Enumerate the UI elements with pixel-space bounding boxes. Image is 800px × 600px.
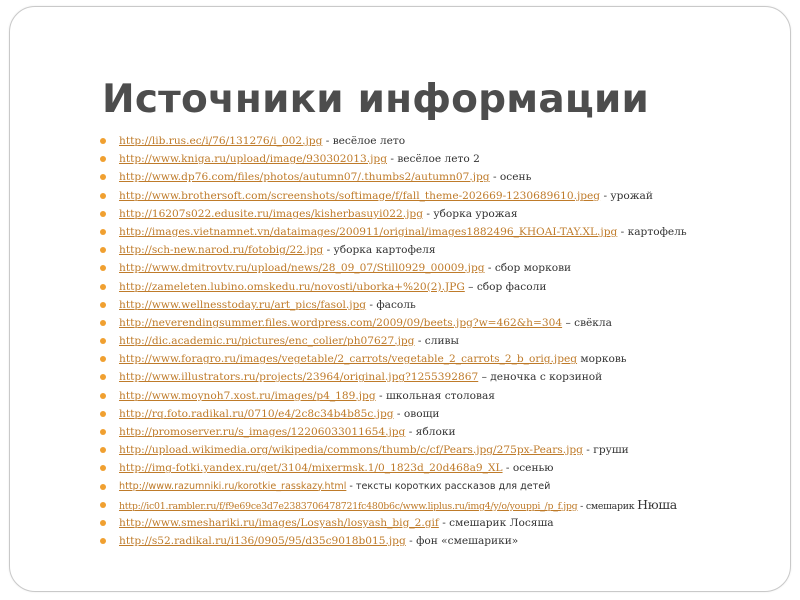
- bullet-icon: [100, 320, 106, 326]
- bullet-icon: [100, 247, 106, 253]
- list-item: [98, 205, 798, 223]
- bullet-icon: [100, 284, 106, 290]
- source-link[interactable]: http://rq.foto.radikal.ru/0710/e4/2c8c34b4b85c.jpg: [119, 407, 394, 420]
- list-item: [98, 387, 798, 405]
- source-link[interactable]: http://neverendingsummer.files.wordpress.com/2009/09/beets.jpg?w=462&h=304: [119, 316, 563, 329]
- bullet-icon: [100, 484, 106, 490]
- source-link[interactable]: http://www.dp76.com/files/photos/autumn07/.thumbs2/autumn07.jpg: [119, 171, 490, 184]
- separator: -: [322, 135, 333, 147]
- bullet-icon: [100, 374, 106, 380]
- bullet-icon: [100, 174, 106, 180]
- list-item: [98, 514, 798, 532]
- list-item: [98, 132, 798, 150]
- list-item: [98, 405, 798, 423]
- list-item: [98, 259, 798, 277]
- source-description: морковь: [580, 353, 627, 366]
- source-description: смешарик: [585, 500, 638, 512]
- source-link[interactable]: http://www.dmitrovtv.ru/upload/news/28_09_07/Still0929_00009.jpg: [119, 262, 485, 275]
- separator: -: [405, 535, 417, 548]
- list-item: [98, 423, 798, 441]
- separator: -: [405, 426, 416, 438]
- source-link[interactable]: http://ic01.rambler.ru/f/f9e69ce3d7e2383706478721fc480b6c/www.liplus.ru/img4/y/o/youppi_/p_f.jpg: [119, 500, 578, 512]
- separator: -: [577, 500, 586, 512]
- source-description: уборка картофеля: [333, 244, 436, 257]
- source-description: смешарик Лосяша: [449, 516, 554, 529]
- source-link[interactable]: http://images.vietnamnet.vn/dataimages/200911/original/images1882496_KHOAI-TAY.XL.jpg: [119, 225, 618, 238]
- bullet-icon: [100, 393, 106, 399]
- list-item: [98, 496, 798, 514]
- separator: -: [323, 244, 334, 257]
- list-item: [98, 278, 798, 296]
- separator: -: [346, 480, 356, 492]
- list-item: [98, 150, 798, 168]
- source-description: весёлое лето: [332, 135, 406, 147]
- source-description: уборка урожая: [433, 207, 518, 220]
- source-link[interactable]: http://www.foragro.ru/images/vegetable/2_carrots/vegetable_2_carrots_2_b_orig.jpeg: [119, 353, 578, 366]
- source-description: тексты коротких рассказов для детей: [355, 480, 551, 492]
- slide-frame: [9, 6, 791, 592]
- bullet-icon: [100, 447, 106, 453]
- source-description: яблоки: [415, 426, 456, 438]
- bullet-icon: [100, 265, 106, 271]
- source-link[interactable]: http://s52.radikal.ru/i136/0905/95/d35c9018b015.jpg: [119, 535, 406, 548]
- source-link[interactable]: http://www.kniga.ru/upload/image/930302013.jpg: [119, 153, 387, 166]
- source-description: осенью: [512, 462, 554, 475]
- list-item: [98, 368, 798, 386]
- source-link[interactable]: http://lib.rus.ec/i/76/131276/i_002.jpg: [119, 135, 323, 147]
- source-description: осень: [499, 171, 532, 184]
- list-item: [98, 314, 798, 332]
- bullet-icon: [100, 156, 106, 162]
- separator: -: [489, 171, 500, 184]
- source-description: сливы: [424, 335, 459, 348]
- list-item: [98, 241, 798, 259]
- bullet-icon: [100, 138, 106, 144]
- separator: -: [600, 189, 611, 202]
- source-description: школьная столовая: [385, 389, 495, 402]
- bullet-icon: [100, 429, 106, 435]
- bullet-icon: [100, 356, 106, 362]
- source-link[interactable]: http://16207s022.edusite.ru/images/kisherbasuyi022.jpg: [119, 207, 423, 220]
- bullet-icon: [100, 465, 106, 471]
- bullet-icon: [100, 302, 106, 308]
- separator: -: [617, 225, 628, 238]
- list-item: [98, 459, 798, 477]
- separator: –: [478, 371, 491, 384]
- separator: -: [386, 153, 398, 166]
- list-item: [98, 296, 798, 314]
- separator: -: [422, 207, 434, 220]
- separator: -: [375, 389, 386, 402]
- separator: -: [502, 462, 513, 475]
- separator: -: [438, 516, 450, 529]
- source-description: фасоль: [376, 298, 416, 311]
- list-item: [98, 223, 798, 241]
- bullet-icon: [100, 229, 106, 235]
- page-title: Источники информации: [102, 77, 650, 122]
- source-description: свёкла: [574, 316, 612, 329]
- separator: -: [484, 262, 495, 275]
- source-link[interactable]: http://promoserver.ru/s_images/12206033011654.jpg: [119, 426, 406, 438]
- source-link[interactable]: http://img-fotki.yandex.ru/get/3104/mixermsk.1/0_1823d_20d468a9_XL: [119, 462, 503, 475]
- separator: -: [366, 298, 377, 311]
- source-list: [98, 132, 798, 550]
- source-description: урожай: [610, 189, 653, 202]
- separator: -: [414, 335, 425, 348]
- list-item: [98, 168, 798, 186]
- list-item: [98, 350, 798, 368]
- bullet-icon: [100, 338, 106, 344]
- source-description: сбор моркови: [494, 262, 572, 275]
- separator: –: [464, 280, 477, 293]
- source-link[interactable]: http://www.smeshariki.ru/images/Losyash/losyash_big_2.gif: [119, 516, 439, 529]
- source-description: груши: [593, 444, 629, 457]
- bullet-icon: [100, 411, 106, 417]
- source-link[interactable]: http://www.wellnesstoday.ru/art_pics/fasol.jpg: [119, 298, 367, 311]
- source-description: овощи: [403, 407, 440, 420]
- source-link[interactable]: http://zameleten.lubino.omskedu.ru/novosti/uborka+%20(2).JPG: [119, 280, 465, 293]
- bullet-icon: [100, 538, 106, 544]
- list-item: [98, 187, 798, 205]
- source-link[interactable]: http://www.brothersoft.com/screenshots/softimage/f/fall_theme-202669-1230689610.jpeg: [119, 189, 601, 202]
- bullet-icon: [100, 502, 106, 508]
- source-description: сбор фасоли: [476, 280, 547, 293]
- bullet-icon: [100, 193, 106, 199]
- source-link[interactable]: http://www.illustrators.ru/projects/23964/original.jpg?1255392867: [119, 371, 479, 384]
- list-item: [98, 478, 798, 496]
- source-description-emphasis: Нюша: [637, 496, 677, 512]
- source-link[interactable]: http://upload.wikimedia.org/wikipedia/commons/thumb/c/cf/Pears.jpg/275px-Pears.jpg: [119, 444, 583, 457]
- separator: -: [582, 444, 594, 457]
- list-item: [98, 441, 798, 459]
- bullet-icon: [100, 520, 106, 526]
- source-description: картофель: [627, 225, 687, 238]
- separator: –: [562, 316, 575, 329]
- separator: -: [393, 407, 404, 420]
- source-description: деночка с корзиной: [490, 371, 603, 384]
- list-item: [98, 332, 798, 350]
- source-link[interactable]: http://www.moynoh7.xost.ru/images/p4_189.jpg: [119, 389, 376, 402]
- source-link[interactable]: http://www.razumniki.ru/korotkie_rasskazy.html: [119, 480, 347, 492]
- bullet-icon: [100, 211, 106, 217]
- source-link[interactable]: http://sch-new.narod.ru/fotobig/22.jpg: [119, 244, 324, 257]
- source-link[interactable]: http://dic.academic.ru/pictures/enc_colier/ph07627.jpg: [119, 335, 415, 348]
- list-item: [98, 532, 798, 550]
- source-description: фон «смешарики»: [416, 535, 519, 548]
- source-description: весёлое лето 2: [397, 153, 480, 166]
